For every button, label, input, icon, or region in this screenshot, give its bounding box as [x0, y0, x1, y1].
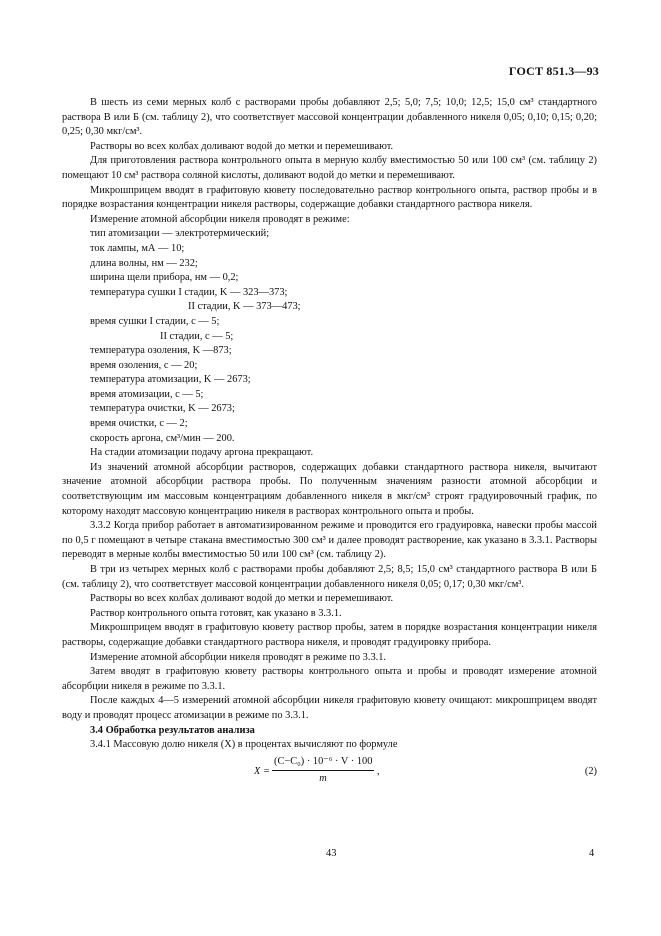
paragraph-8: 3.3.2 Когда прибор работает в автоматизированном режиме и проводится его градуировка, навески пробы массой по 0,5 г помещают в четыре стакана вместимостью 300 см³ и далее проводят растворение, как указано в 3.3.1. Растворы переводят в мерные колбы вместимостью 50 или 100 см³ (см. таблицу 2). [62, 520, 597, 561]
standard-header: ГОСТ 851.3—93 [508, 64, 599, 78]
paragraph-12: Микрошприцем вводят в графитовую кювету раствор пробы, затем в порядке возрастания концентрации никеля растворы, содержащие добавки стандартного раствора никеля, и проводят градуировку прибора. [62, 622, 597, 648]
paragraph-16: 3.4.1 Массовую долю никеля (X) в процентах вычисляют по формуле [90, 739, 398, 751]
paragraph-5: Измерение атомной абсорбции никеля проводят в режиме: [90, 213, 350, 225]
paragraph-6: На стадии атомизации подачу аргона прекращают. [90, 447, 314, 459]
paragraph-10: Растворы во всех колбах доливают водой до метки и перемешивают. [90, 593, 394, 605]
mode-line: II стадии, K — 373—473; [188, 301, 301, 313]
sheet-number: 4 [589, 848, 595, 859]
paragraph-7: Из значений атомной абсорбции растворов, содержащих добавки стандартного раствора никеля, вычитают значение атомной абсорбции раствора пробы. По полученным значениям разности атомной абсорбции и соответствующим им массовым концентрациям добавленного никеля в мкг/см³ строят градуировочный график, по которому находят массовую концентрацию никеля в растворах контрольного опыта и пробы. [62, 461, 597, 517]
formula-fraction [272, 755, 374, 787]
mode-line: температура сушки I стадии, K — 323—373; [90, 286, 288, 298]
mode-line: скорость аргона, см³/мин — 200. [90, 432, 235, 444]
mode-line: время озоления, с — 20; [90, 359, 198, 371]
mode-line: время сушки I стадии, с — 5; [90, 315, 220, 327]
page-number: 43 [326, 848, 337, 859]
paragraph-15: После каждых 4—5 измерений атомной абсорбции никеля графитовую кювету очищают: микрошприцем вводят воду и проводят процесс атомизации в режиме по 3.3.1. [62, 695, 597, 721]
paragraph-9: В три из четырех мерных колб с растворами пробы добавляют 2,5; 8,5; 15,0 см³ стандартного раствора В или Б (см. таблицу 2), что соответствует массовой концентрации добавленного никеля 0,05; 0,17; 0,30 мкг/см³. [62, 564, 597, 590]
paragraph-11: Раствор контрольного опыта готовят, как указано в 3.3.1. [90, 607, 342, 619]
paragraph-13: Измерение атомной абсорбции никеля проводят в режиме по 3.3.1. [90, 651, 387, 663]
formula-number: (2) [584, 765, 597, 777]
mode-line: температура очистки, K — 2673; [90, 403, 235, 415]
mode-line: температура атомизации, K — 2673; [90, 374, 251, 386]
mode-line: время атомизации, с — 5; [90, 388, 204, 400]
formula-2 [62, 755, 597, 789]
paragraph-4: Микрошприцем вводят в графитовую кювету последовательно раствор контрольного опыта, раствор пробы и в порядке возрастания концентрации никеля растворы, содержащие добавки стандартного раствора никеля. [62, 184, 597, 211]
formula-numerator: (C−C₀) · 10⁻⁶ · V · 100 [272, 755, 374, 772]
mode-line: время очистки, с — 2; [90, 418, 188, 430]
formula-lhs: X = [254, 765, 270, 777]
formula-denominator: m [319, 773, 327, 785]
mode-line: длина волны, нм — 232; [90, 257, 198, 269]
paragraph-1: В шесть из семи мерных колб с растворами пробы добавляют 2,5; 5,0; 7,5; 10,0; 12,5; 15,0 см³ стандартного раствора В или Б (см. таблицу 2), что соответствует массовой концентрации добавленного никеля 0,05; 0,10; 0,15; 0,20; 0,25; 0,30 мкг/см³. [62, 97, 597, 138]
section-title: 3.4 Обработка результатов анализа [90, 724, 255, 736]
mode-line: тип атомизации — электротермический; [90, 228, 270, 240]
mode-line: ток лампы, мА — 10; [90, 242, 185, 254]
mode-line: температура озоления, K —873; [90, 345, 232, 357]
mode-line: II стадии, с — 5; [160, 330, 234, 342]
paragraph-3: Для приготовления раствора контрольного опыта в мерную колбу вместимостью 50 или 100 см³ (см. таблицу 2) помещают 10 см³ раствора соляной кислоты, доливают водой до метки и перемешивают. [62, 155, 597, 181]
paragraph-14: Затем вводят в графитовую кювету растворы контрольного опыта и пробы и проводят измерение атомной абсорбции никеля в режиме по 3.3.1. [62, 666, 597, 692]
mode-line: ширина щели прибора, нм — 0,2; [90, 272, 239, 284]
document-body [62, 96, 597, 789]
paragraph-2: Растворы во всех колбах доливают водой до метки и перемешивают. [90, 140, 394, 152]
formula-comma: , [377, 765, 380, 777]
